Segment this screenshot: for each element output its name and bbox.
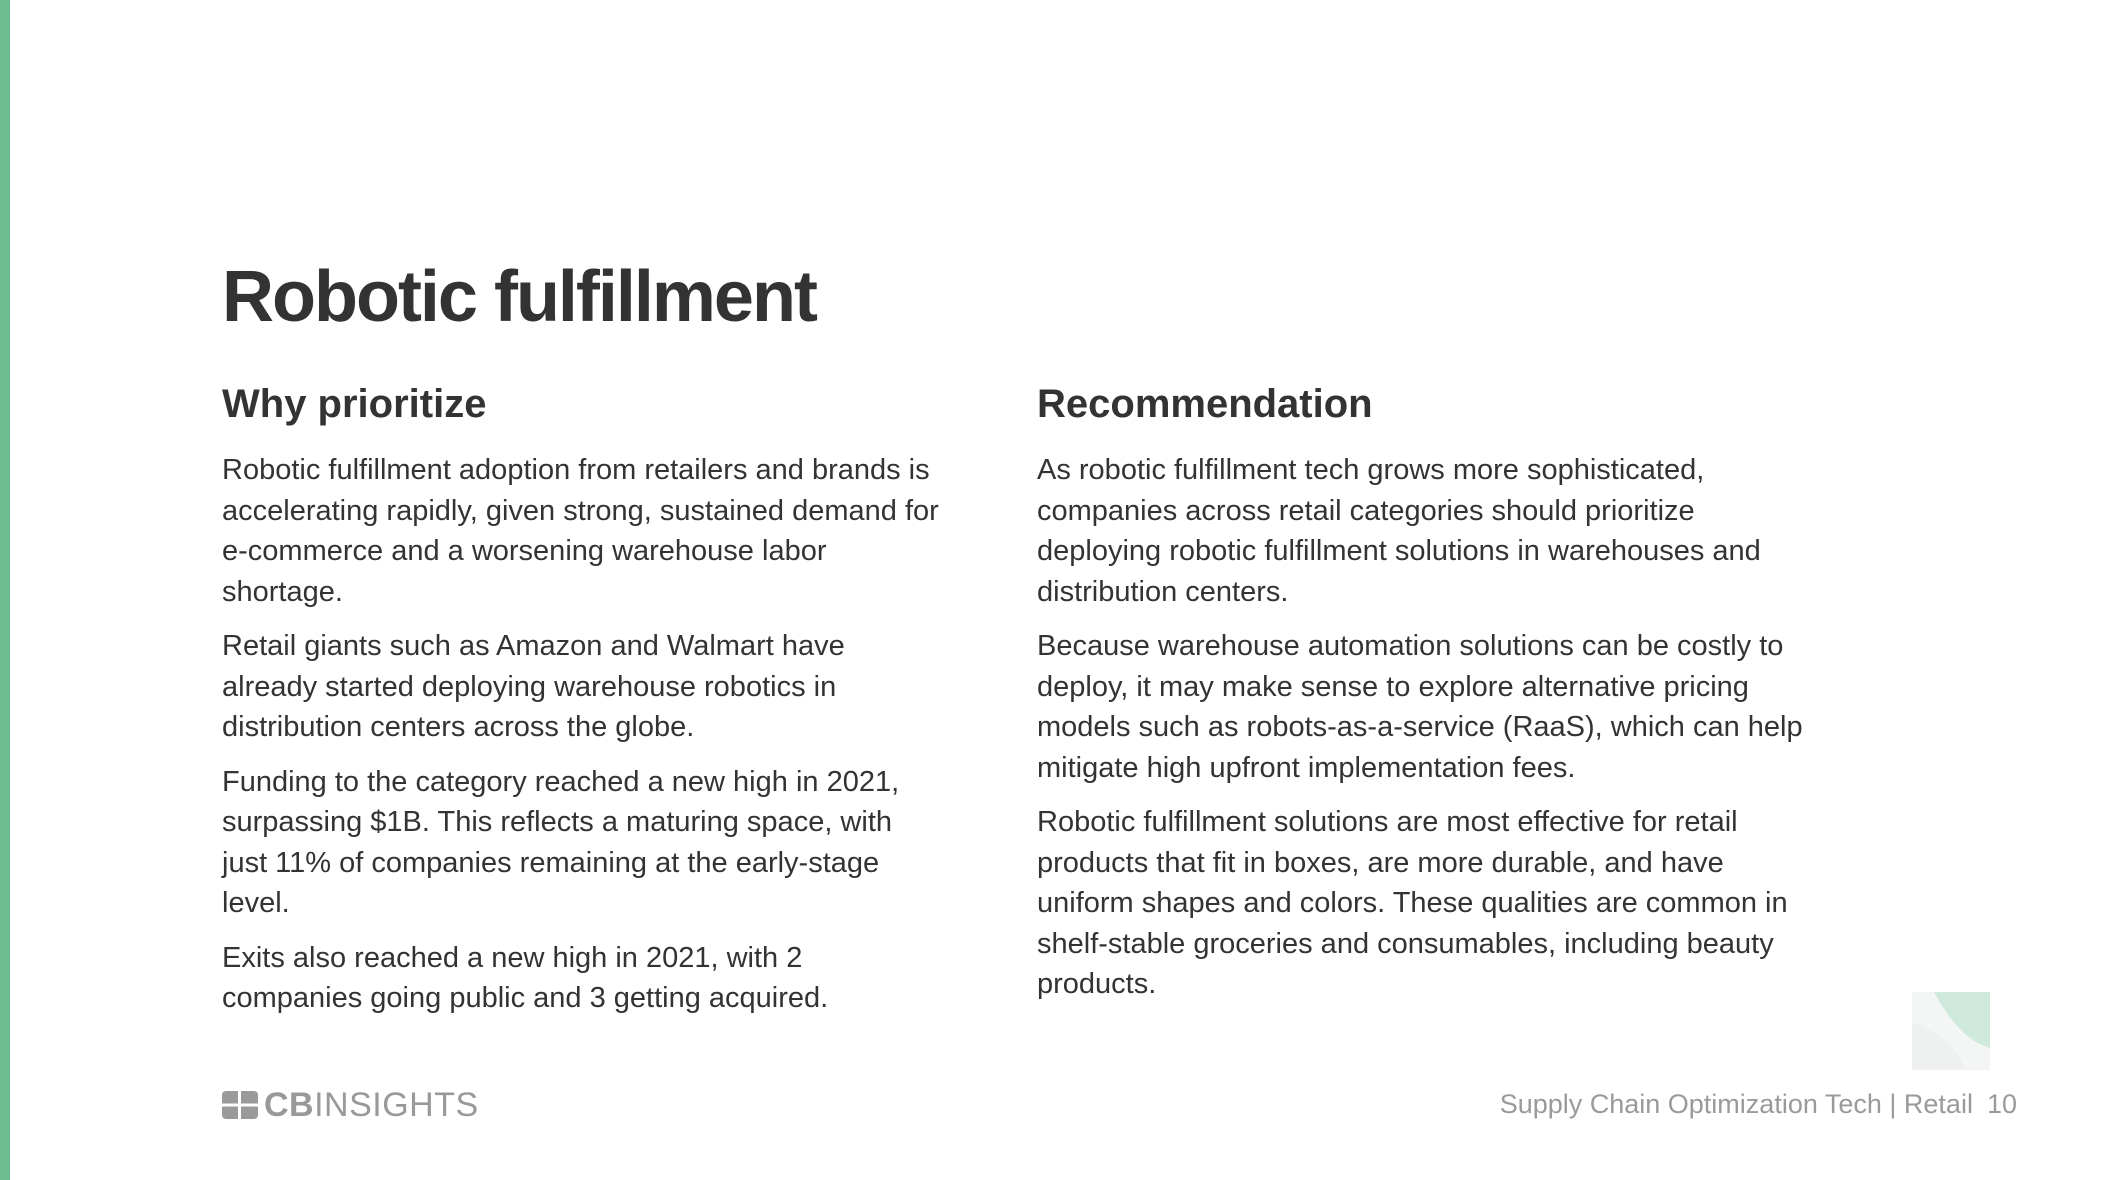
recommendation-paragraph: Robotic fulfillment solutions are most effective for retail products that fit in boxes, are more durable, and have uniform shapes and colors. These qualities are common in shelf-stable groceries and consumables, including beauty products. [1037,806,1788,1000]
logo-wordmark: CBINSIGHTS [264,1086,479,1124]
why-prioritize-heading: Why prioritize [222,382,487,426]
slide-title: Robotic fulfillment [222,257,816,337]
corner-leaf-icon [1912,992,1990,1070]
why-prioritize-paragraph: Exits also reached a new high in 2021, with 2 companies going public and 3 getting acquired. [222,941,829,1014]
why-prioritize-paragraph: Funding to the category reached a new high in 2021, surpassing $1B. This reflects a maturing space, with just 11% of companies remaining at the early-stage level. [222,765,900,919]
recommendation-paragraph: Because warehouse automation solutions can be costly to deploy, it may make sense to explore alternative pricing models such as robots-as-a-service (RaaS), which can help mitigate high upfront implementation fees. [1037,630,1803,784]
recommendation-paragraph: As robotic fulfillment tech grows more sophisticated, companies across retail categories should prioritize deploying robotic fulfillment solutions in warehouses and distribution centers. [1037,454,1761,608]
left-accent-bar [0,0,10,1180]
why-prioritize-paragraph: Robotic fulfillment adoption from retailers and brands is accelerating rapidly, given strong, sustained demand for e-commerce and a worsening warehouse labor shortage. [222,454,939,608]
recommendation-heading: Recommendation [1037,382,1373,426]
recommendation-section [1037,380,1817,1019]
footer-report-info [1500,1088,2017,1120]
page-number: 10 [1986,1089,2017,1119]
report-label: Supply Chain Optimization Tech | Retail [1499,1089,1973,1119]
why-prioritize-section [222,380,942,1033]
cb-insights-logo [222,1088,479,1122]
cb-insights-logo-icon [222,1091,258,1119]
why-prioritize-paragraph: Retail giants such as Amazon and Walmart have already started deploying warehouse robotics in distribution centers across the globe. [222,630,845,743]
